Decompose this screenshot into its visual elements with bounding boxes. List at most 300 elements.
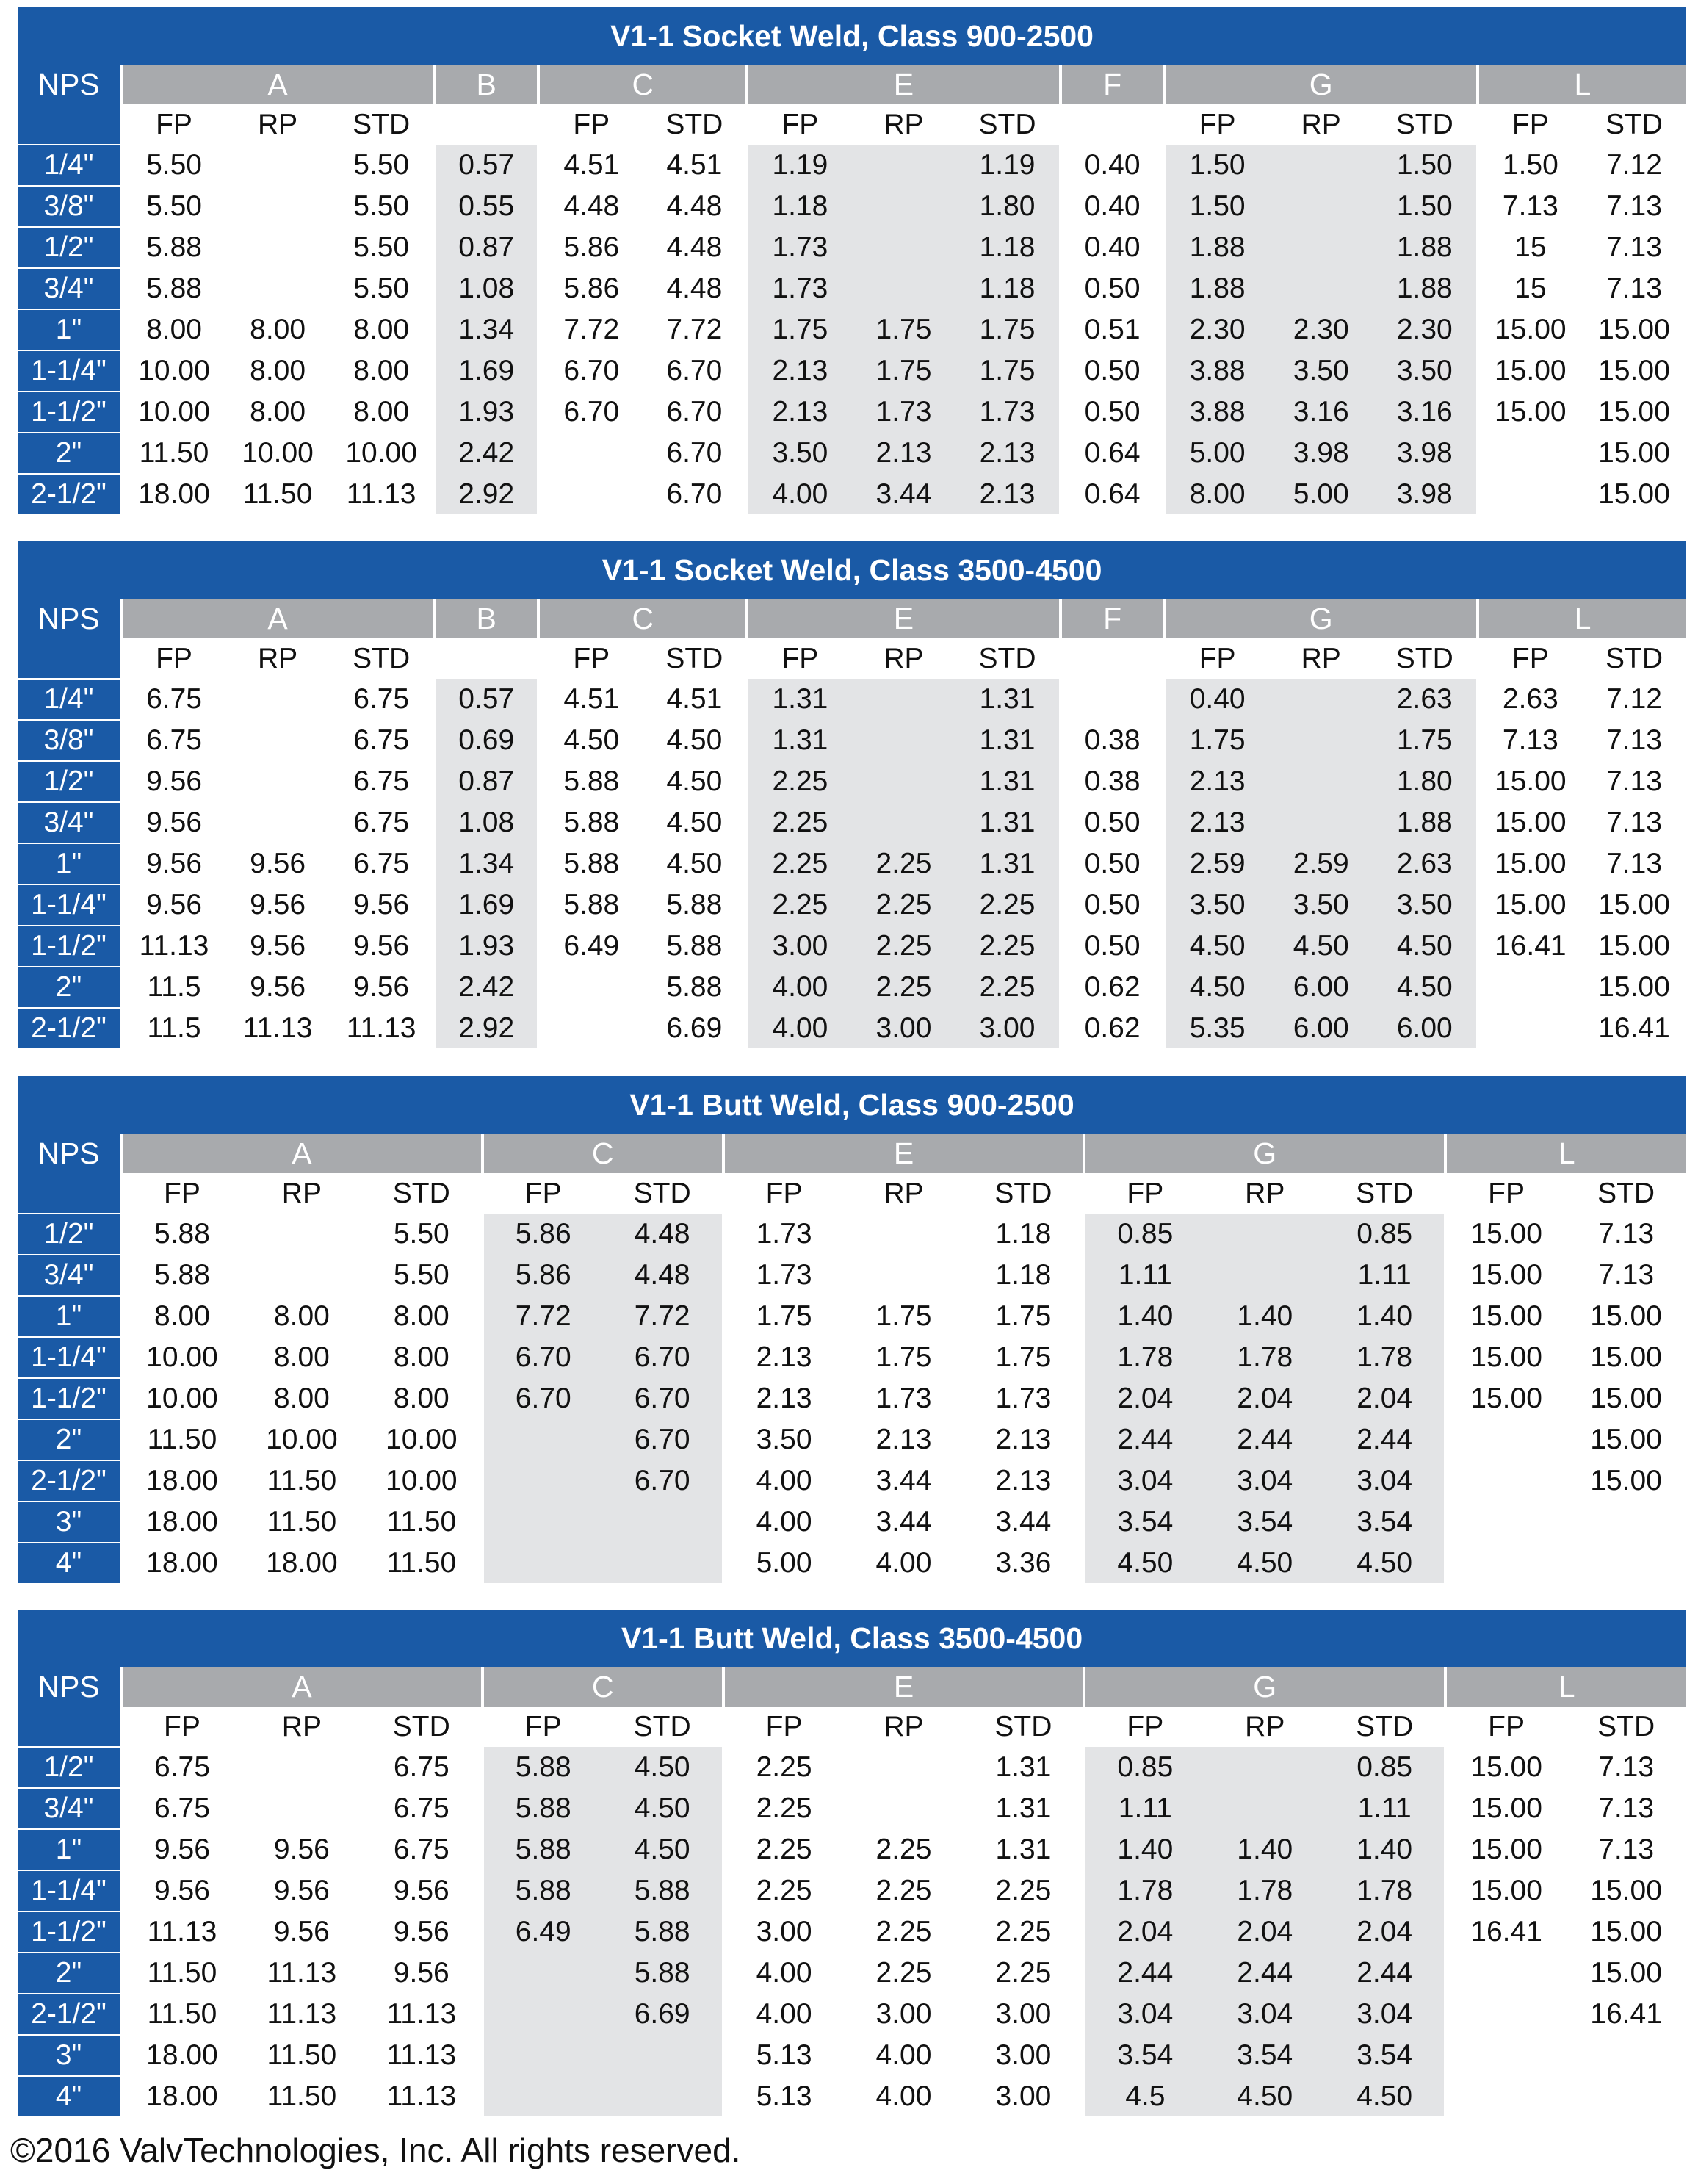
value-cell: 5.88 (538, 761, 643, 802)
value-cell: 11.50 (121, 1419, 242, 1460)
value-cell: 4.00 (844, 1543, 964, 1583)
nps-subheader (18, 1173, 121, 1214)
value-cell (851, 268, 955, 309)
nps-cell: 3/4" (18, 268, 121, 309)
value-cell: 5.86 (538, 268, 643, 309)
table-butt-weld-900-2500 (18, 1076, 1686, 1583)
value-cell: 6.75 (121, 720, 225, 761)
table-row (18, 720, 1686, 761)
value-cell: 0.69 (434, 720, 538, 761)
value-cell: 2.13 (747, 350, 851, 392)
value-cell: 11.13 (330, 1008, 434, 1048)
value-cell: 6.70 (538, 392, 643, 433)
value-cell: 1.75 (1165, 720, 1269, 761)
value-cell: 2.30 (1165, 309, 1269, 350)
value-cell: 15 (1478, 268, 1582, 309)
value-cell: 4.51 (538, 679, 643, 720)
table-row (18, 227, 1686, 268)
value-cell: 15.00 (1445, 1296, 1566, 1337)
value-cell: 4.51 (643, 145, 747, 186)
value-cell: 9.56 (362, 1870, 483, 1911)
value-cell: 1.31 (747, 679, 851, 720)
value-cell: 4.50 (643, 761, 747, 802)
column-subheader (434, 104, 538, 145)
value-cell (851, 145, 955, 186)
value-cell: 3.04 (1325, 1994, 1445, 2035)
value-cell (1566, 2076, 1686, 2116)
value-cell: 2.25 (956, 884, 1061, 926)
value-cell (538, 1008, 643, 1048)
value-cell: 0.87 (434, 761, 538, 802)
value-cell: 7.13 (1566, 1214, 1686, 1255)
value-cell: 11.50 (225, 474, 330, 514)
nps-cell: 4" (18, 1543, 121, 1583)
value-cell: 5.86 (483, 1255, 603, 1296)
value-cell: 2.04 (1084, 1378, 1204, 1419)
value-cell: 6.75 (362, 1829, 483, 1870)
value-cell: 8.00 (330, 309, 434, 350)
value-cell: 3.44 (844, 1460, 964, 1502)
nps-cell: 3/4" (18, 1788, 121, 1829)
nps-cell: 2" (18, 433, 121, 474)
value-cell: 2.25 (964, 1911, 1084, 1953)
value-cell: 5.50 (330, 186, 434, 227)
value-cell: 0.40 (1165, 679, 1269, 720)
value-cell (242, 1255, 362, 1296)
value-cell: 3.50 (1165, 884, 1269, 926)
value-cell: 2.25 (956, 926, 1061, 967)
value-cell: 1.73 (747, 268, 851, 309)
value-cell: 1.73 (956, 392, 1061, 433)
column-subheader: STD (956, 104, 1061, 145)
value-cell: 4.00 (723, 1460, 844, 1502)
value-cell: 5.88 (643, 967, 747, 1008)
value-cell: 15.00 (1478, 884, 1582, 926)
value-cell: 2.59 (1165, 843, 1269, 884)
value-cell: 2.44 (1325, 1953, 1445, 1994)
column-subheader: FP (121, 638, 225, 679)
value-cell: 7.13 (1582, 802, 1686, 843)
column-subheader: RP (1269, 104, 1373, 145)
value-cell: 4.00 (844, 2035, 964, 2076)
value-cell: 15.00 (1478, 309, 1582, 350)
value-cell: 15.00 (1478, 802, 1582, 843)
value-cell: 3.50 (1269, 350, 1373, 392)
column-subheader: FP (1165, 638, 1269, 679)
value-cell: 7.13 (1582, 227, 1686, 268)
nps-cell: 1-1/4" (18, 1337, 121, 1378)
value-cell: 6.75 (121, 679, 225, 720)
value-cell: 1.75 (844, 1296, 964, 1337)
value-cell (538, 433, 643, 474)
value-cell: 4.51 (538, 145, 643, 186)
value-cell: 16.41 (1478, 926, 1582, 967)
value-cell: 8.00 (225, 392, 330, 433)
value-cell (1478, 474, 1582, 514)
value-cell: 4.48 (603, 1255, 723, 1296)
value-cell: 1.80 (1373, 761, 1478, 802)
value-cell (603, 1543, 723, 1583)
table-row (18, 2035, 1686, 2076)
value-cell: 5.88 (121, 1214, 242, 1255)
value-cell: 5.88 (538, 802, 643, 843)
value-cell: 1.34 (434, 843, 538, 884)
value-cell: 2.25 (723, 1870, 844, 1911)
value-cell: 3.54 (1325, 1502, 1445, 1543)
table-row (18, 967, 1686, 1008)
dimension-table (18, 1076, 1686, 1583)
group-header: A (121, 1134, 483, 1173)
value-cell: 11.50 (242, 1502, 362, 1543)
table-row (18, 1870, 1686, 1911)
value-cell (225, 227, 330, 268)
value-cell: 1.31 (964, 1747, 1084, 1788)
value-cell: 3.50 (723, 1419, 844, 1460)
value-cell: 5.00 (1165, 433, 1269, 474)
value-cell: 2.25 (964, 1870, 1084, 1911)
column-subheader: STD (1566, 1707, 1686, 1747)
value-cell: 6.70 (643, 433, 747, 474)
value-cell (483, 1502, 603, 1543)
value-cell: 6.70 (603, 1460, 723, 1502)
dimension-table (18, 7, 1686, 514)
value-cell: 3.44 (964, 1502, 1084, 1543)
table-row (18, 1296, 1686, 1337)
value-cell: 1.18 (964, 1255, 1084, 1296)
table-title: V1-1 Socket Weld, Class 900-2500 (18, 7, 1686, 65)
nps-cell: 1" (18, 1296, 121, 1337)
value-cell (851, 186, 955, 227)
value-cell: 2.04 (1204, 1378, 1325, 1419)
table-row (18, 350, 1686, 392)
table-row (18, 1911, 1686, 1953)
value-cell: 0.50 (1061, 843, 1165, 884)
value-cell: 9.56 (330, 926, 434, 967)
table-row (18, 1953, 1686, 1994)
value-cell: 2.25 (747, 761, 851, 802)
value-cell: 1.88 (1165, 268, 1269, 309)
value-cell: 2.13 (956, 474, 1061, 514)
column-subheader: STD (643, 638, 747, 679)
table-row (18, 1460, 1686, 1502)
value-cell: 2.13 (956, 433, 1061, 474)
value-cell: 6.70 (643, 474, 747, 514)
value-cell: 1.50 (1478, 145, 1582, 186)
value-cell (1269, 186, 1373, 227)
value-cell: 1.31 (964, 1829, 1084, 1870)
value-cell: 15.00 (1582, 350, 1686, 392)
table-row (18, 1214, 1686, 1255)
column-subheader: FP (483, 1173, 603, 1214)
value-cell: 1.73 (747, 227, 851, 268)
column-subheader: STD (1325, 1707, 1445, 1747)
value-cell: 3.88 (1165, 350, 1269, 392)
value-cell: 5.88 (483, 1870, 603, 1911)
value-cell: 2.04 (1325, 1911, 1445, 1953)
value-cell: 6.70 (603, 1337, 723, 1378)
value-cell: 1.75 (964, 1296, 1084, 1337)
value-cell: 11.13 (121, 1911, 242, 1953)
table-row (18, 843, 1686, 884)
value-cell: 2.30 (1269, 309, 1373, 350)
value-cell: 0.87 (434, 227, 538, 268)
value-cell: 4.48 (643, 268, 747, 309)
value-cell: 5.88 (603, 1911, 723, 1953)
value-cell: 5.86 (483, 1214, 603, 1255)
value-cell: 1.11 (1325, 1788, 1445, 1829)
value-cell: 1.73 (723, 1255, 844, 1296)
value-cell: 11.13 (362, 1994, 483, 2035)
value-cell: 6.49 (538, 926, 643, 967)
value-cell: 15.00 (1582, 433, 1686, 474)
value-cell: 11.50 (121, 1953, 242, 1994)
value-cell (851, 761, 955, 802)
value-cell: 1.31 (956, 679, 1061, 720)
value-cell: 1.88 (1373, 227, 1478, 268)
group-header: F (1061, 65, 1165, 104)
value-cell: 1.31 (956, 720, 1061, 761)
value-cell: 11.50 (121, 433, 225, 474)
value-cell: 2.25 (747, 843, 851, 884)
value-cell (483, 1543, 603, 1583)
value-cell: 1.73 (964, 1378, 1084, 1419)
value-cell: 6.70 (643, 392, 747, 433)
value-cell: 8.00 (242, 1337, 362, 1378)
value-cell: 6.00 (1373, 1008, 1478, 1048)
value-cell: 1.73 (844, 1378, 964, 1419)
value-cell: 8.00 (242, 1378, 362, 1419)
value-cell: 3.54 (1204, 1502, 1325, 1543)
value-cell: 1.50 (1165, 145, 1269, 186)
value-cell: 10.00 (330, 433, 434, 474)
value-cell: 11.50 (362, 1543, 483, 1583)
value-cell: 2.63 (1373, 679, 1478, 720)
value-cell: 9.56 (362, 1911, 483, 1953)
value-cell: 11.50 (121, 1994, 242, 2035)
value-cell: 11.13 (362, 2035, 483, 2076)
value-cell: 9.56 (121, 1829, 242, 1870)
value-cell: 7.72 (643, 309, 747, 350)
value-cell: 4.50 (1165, 926, 1269, 967)
value-cell (851, 720, 955, 761)
value-cell: 15.00 (1445, 1788, 1566, 1829)
value-cell: 18.00 (121, 1502, 242, 1543)
value-cell: 2.25 (964, 1953, 1084, 1994)
table-row (18, 1378, 1686, 1419)
value-cell: 3.50 (1373, 884, 1478, 926)
value-cell: 9.56 (362, 1953, 483, 1994)
value-cell: 1.88 (1373, 802, 1478, 843)
value-cell: 11.50 (362, 1502, 483, 1543)
value-cell: 2.44 (1084, 1419, 1204, 1460)
value-cell (1269, 227, 1373, 268)
value-cell (225, 720, 330, 761)
value-cell: 0.57 (434, 145, 538, 186)
value-cell: 7.13 (1582, 186, 1686, 227)
value-cell (1204, 1788, 1325, 1829)
value-cell: 10.00 (362, 1460, 483, 1502)
value-cell (851, 802, 955, 843)
group-header: L (1478, 65, 1686, 104)
value-cell: 4.48 (643, 227, 747, 268)
value-cell: 5.35 (1165, 1008, 1269, 1048)
value-cell: 5.88 (121, 227, 225, 268)
value-cell: 2.13 (851, 433, 955, 474)
value-cell: 11.5 (121, 967, 225, 1008)
table-title: V1-1 Butt Weld, Class 3500-4500 (18, 1610, 1686, 1667)
table-row (18, 1337, 1686, 1378)
value-cell: 16.41 (1566, 1994, 1686, 2035)
nps-cell: 2" (18, 1953, 121, 1994)
value-cell: 2.13 (844, 1419, 964, 1460)
column-subheader: FP (1478, 638, 1582, 679)
value-cell: 8.00 (362, 1296, 483, 1337)
value-cell: 9.56 (121, 761, 225, 802)
value-cell: 6.75 (121, 1747, 242, 1788)
group-header: A (121, 65, 434, 104)
nps-cell: 1-1/2" (18, 1911, 121, 1953)
value-cell: 5.88 (538, 843, 643, 884)
table-row (18, 309, 1686, 350)
value-cell: 0.40 (1061, 186, 1165, 227)
value-cell: 7.13 (1478, 186, 1582, 227)
value-cell: 15 (1478, 227, 1582, 268)
value-cell (483, 1419, 603, 1460)
value-cell: 2.92 (434, 474, 538, 514)
value-cell: 15.00 (1566, 1419, 1686, 1460)
table-row (18, 268, 1686, 309)
group-header: G (1084, 1667, 1445, 1707)
value-cell: 3.54 (1084, 2035, 1204, 2076)
value-cell: 1.88 (1165, 227, 1269, 268)
table-row (18, 884, 1686, 926)
nps-cell: 4" (18, 2076, 121, 2116)
nps-cell: 3" (18, 2035, 121, 2076)
value-cell: 5.88 (121, 1255, 242, 1296)
column-subheader: FP (723, 1173, 844, 1214)
group-header: E (747, 65, 1060, 104)
value-cell: 2.42 (434, 967, 538, 1008)
value-cell: 8.00 (362, 1337, 483, 1378)
table-row (18, 1788, 1686, 1829)
value-cell: 1.18 (956, 268, 1061, 309)
nps-cell: 3/8" (18, 720, 121, 761)
value-cell: 0.50 (1061, 926, 1165, 967)
nps-header: NPS (18, 1134, 121, 1173)
value-cell (538, 474, 643, 514)
value-cell: 8.00 (121, 309, 225, 350)
value-cell: 2.25 (844, 1953, 964, 1994)
value-cell: 15.00 (1445, 1214, 1566, 1255)
value-cell: 3.44 (844, 1502, 964, 1543)
value-cell: 2.13 (723, 1337, 844, 1378)
value-cell (1445, 1543, 1566, 1583)
value-cell: 3.04 (1325, 1460, 1445, 1502)
value-cell: 3.00 (956, 1008, 1061, 1048)
column-subheader: STD (603, 1173, 723, 1214)
value-cell: 1.40 (1084, 1296, 1204, 1337)
value-cell: 15.00 (1478, 350, 1582, 392)
value-cell: 9.56 (225, 967, 330, 1008)
value-cell: 6.75 (362, 1747, 483, 1788)
value-cell: 6.70 (603, 1419, 723, 1460)
value-cell: 3.04 (1204, 1460, 1325, 1502)
value-cell: 2.30 (1373, 309, 1478, 350)
column-subheader: RP (844, 1173, 964, 1214)
value-cell: 4.5 (1084, 2076, 1204, 2116)
value-cell: 1.18 (956, 227, 1061, 268)
value-cell: 6.00 (1269, 1008, 1373, 1048)
value-cell: 1.18 (964, 1214, 1084, 1255)
value-cell: 5.13 (723, 2035, 844, 2076)
nps-cell: 2" (18, 967, 121, 1008)
group-header: L (1445, 1667, 1686, 1707)
value-cell: 5.88 (643, 926, 747, 967)
value-cell: 5.88 (603, 1870, 723, 1911)
group-header: B (434, 599, 538, 638)
value-cell (851, 227, 955, 268)
nps-cell: 1-1/2" (18, 926, 121, 967)
value-cell: 9.56 (330, 884, 434, 926)
value-cell: 7.13 (1566, 1829, 1686, 1870)
value-cell: 3.04 (1084, 1994, 1204, 2035)
value-cell: 6.70 (483, 1378, 603, 1419)
value-cell (1061, 679, 1165, 720)
value-cell: 2.63 (1373, 843, 1478, 884)
value-cell: 2.13 (1165, 802, 1269, 843)
nps-cell: 1/2" (18, 1747, 121, 1788)
group-header: E (747, 599, 1060, 638)
value-cell: 8.00 (362, 1378, 483, 1419)
value-cell: 9.56 (225, 926, 330, 967)
value-cell (1566, 2035, 1686, 2076)
value-cell (1478, 967, 1582, 1008)
value-cell: 5.50 (362, 1214, 483, 1255)
value-cell: 15.00 (1478, 843, 1582, 884)
value-cell: 7.13 (1582, 720, 1686, 761)
value-cell: 11.50 (242, 1460, 362, 1502)
dimension-table (18, 541, 1686, 1048)
value-cell: 4.00 (747, 1008, 851, 1048)
value-cell: 0.50 (1061, 884, 1165, 926)
value-cell: 5.86 (538, 227, 643, 268)
value-cell: 18.00 (121, 1543, 242, 1583)
nps-cell: 2-1/2" (18, 1008, 121, 1048)
value-cell: 10.00 (242, 1419, 362, 1460)
value-cell (483, 2076, 603, 2116)
value-cell: 1.19 (747, 145, 851, 186)
group-header: F (1061, 599, 1165, 638)
value-cell: 1.69 (434, 350, 538, 392)
value-cell: 2.92 (434, 1008, 538, 1048)
value-cell: 10.00 (362, 1419, 483, 1460)
value-cell: 6.75 (362, 1788, 483, 1829)
value-cell: 7.12 (1582, 679, 1686, 720)
value-cell: 11.50 (242, 2035, 362, 2076)
value-cell: 5.88 (603, 1953, 723, 1994)
nps-cell: 3/4" (18, 802, 121, 843)
value-cell: 4.00 (723, 1994, 844, 2035)
value-cell: 4.51 (643, 679, 747, 720)
value-cell: 3.88 (1165, 392, 1269, 433)
nps-cell: 1/2" (18, 227, 121, 268)
value-cell: 2.25 (851, 843, 955, 884)
value-cell: 15.00 (1566, 1378, 1686, 1419)
value-cell: 2.44 (1204, 1953, 1325, 1994)
value-cell: 11.13 (242, 1953, 362, 1994)
column-subheader: STD (1325, 1173, 1445, 1214)
column-subheader: STD (362, 1173, 483, 1214)
